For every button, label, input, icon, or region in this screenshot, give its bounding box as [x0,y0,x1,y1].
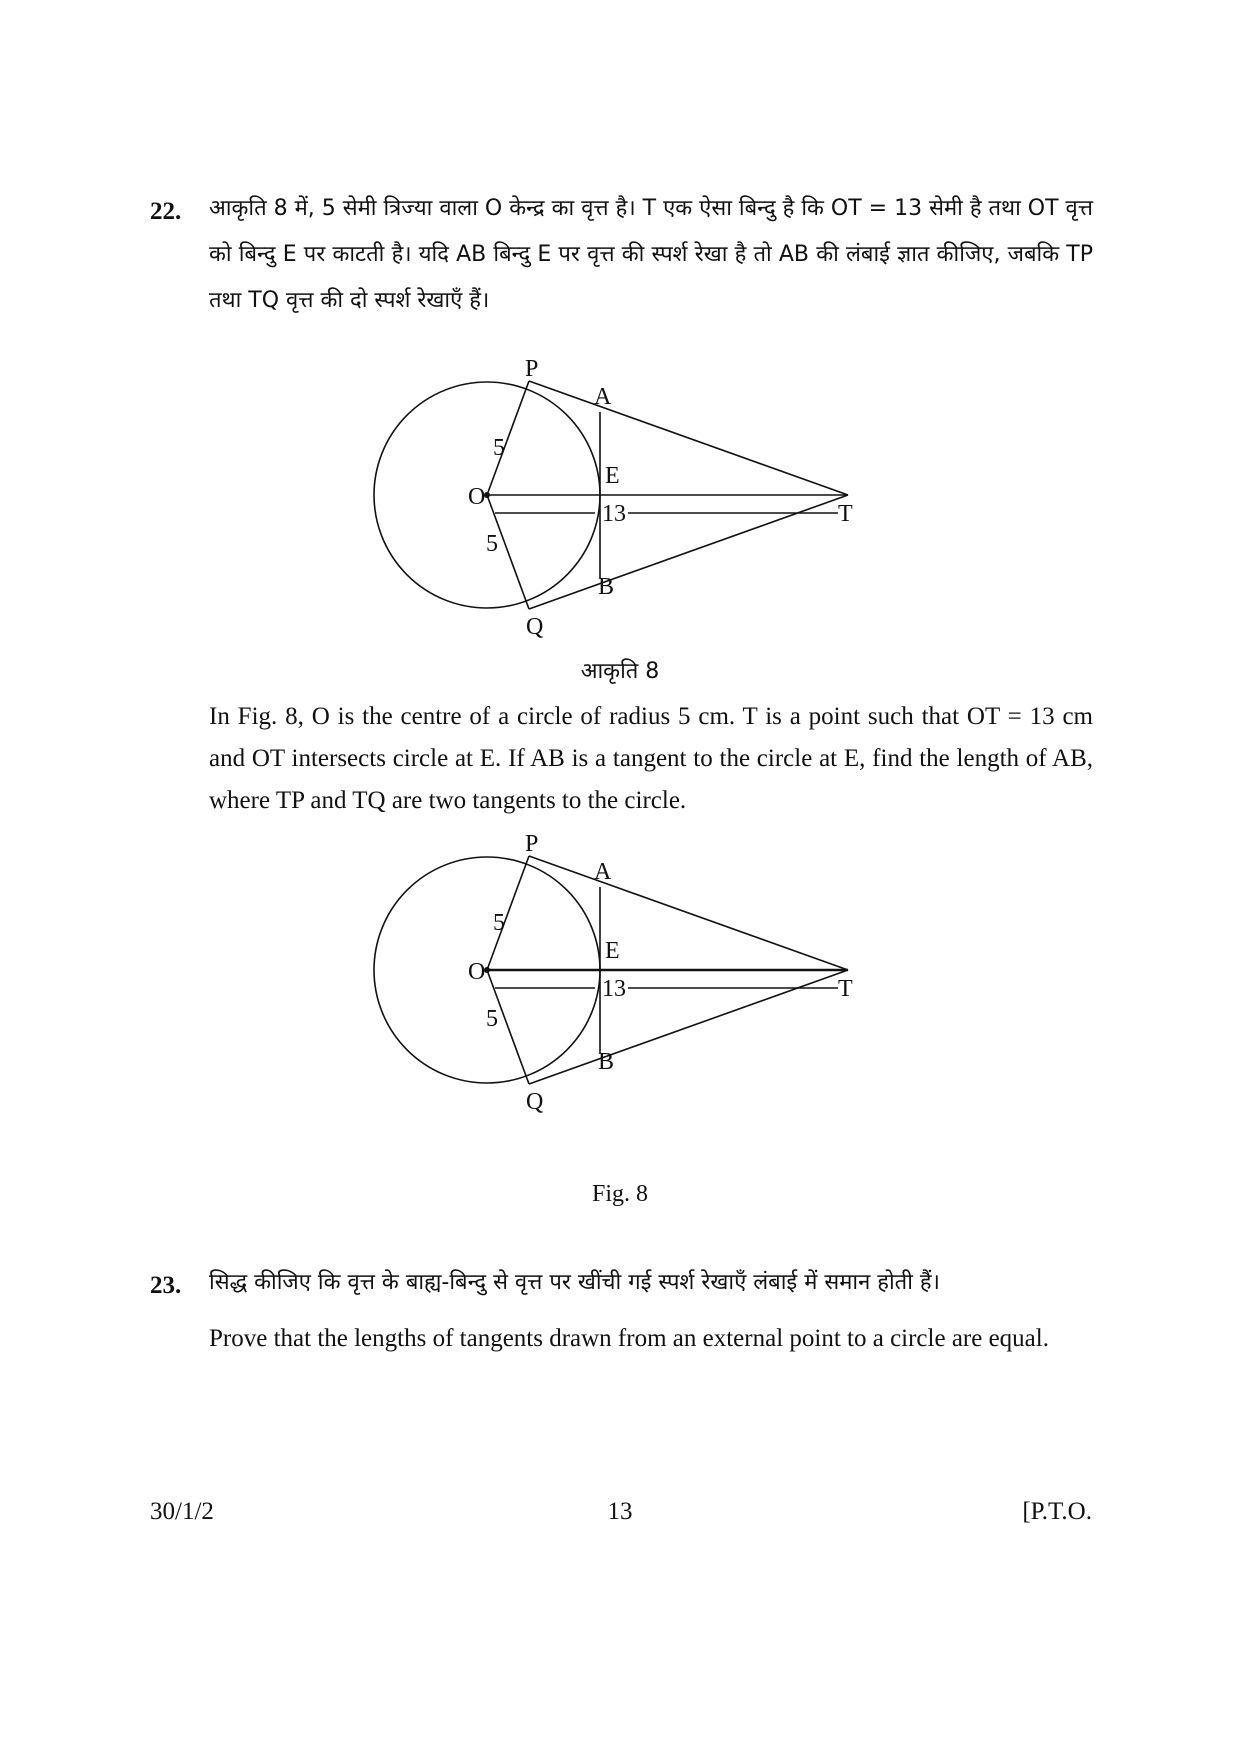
paper-code: 30/1/2 [150,1498,214,1525]
label-distance: 13 [602,501,626,527]
tangent-tp-line [529,381,848,495]
question-number: 23. [150,1272,182,1299]
figure-hindi [370,355,890,650]
label-q: Q [526,1089,544,1115]
label-o: O [468,484,486,510]
question-text-english: In Fig. 8, O is the centre of a circle of radius 5 cm. T is a point such that OT = 13 cm and OT intersects circle at E. If AB is a tangent to the circle at E, find the length of AB, where TP and TQ are two tangents to the circle. [209,703,1093,814]
label-b: B [598,574,615,600]
label-p: P [525,831,539,857]
label-radius-bottom: 5 [486,531,498,557]
label-t: T [838,501,853,527]
label-e: E [605,938,620,964]
label-o: O [468,959,486,985]
label-e: E [605,463,620,489]
label-distance: 13 [602,976,626,1002]
question-text-hindi: आकृति 8 में, 5 सेमी त्रिज्या वाला O केन्द्र का वृत्त है। T एक ऐसा बिन्दु है कि OT = 13 सेमी है तथा OT वृत्त को बिन्दु E पर काटती है। यदि AB बिन्दु E पर वृत्त की स्पर्श रेखा है तो AB की लंबाई ज्ञात कीजिए, जबकि TP तथा TQ वृत्त की दो स्पर्श रेखाएँ हैं। [209,196,1093,313]
label-radius-top: 5 [493,910,505,936]
page-number: 13 [607,1498,633,1525]
label-a: A [594,859,612,885]
question-text-hindi: सिद्ध कीजिए कि वृत्त के बाह्य-बिन्दु से वृत्त पर खींची गई स्पर्श रेखाएँ लंबाई में समान होती हैं। [209,1270,940,1295]
question-text-english: Prove that the lengths of tangents drawn from an external point to a circle are equal. [209,1325,1049,1352]
circle-tangent-diagram [370,830,890,1120]
tangent-tq-line [529,495,848,609]
label-t: T [838,976,853,1002]
tangent-tp-line [529,856,848,970]
circle-tangent-diagram [370,355,890,645]
label-radius-top: 5 [493,435,505,461]
question-number: 22. [150,198,182,225]
tangent-tq-line [529,970,848,1084]
label-q: Q [526,614,544,640]
figure-caption-english: Fig. 8 [591,1181,648,1207]
label-b: B [598,1049,615,1075]
please-turn-over: [P.T.O. [1022,1498,1092,1525]
figure-english [370,830,890,1125]
label-p: P [525,356,539,382]
label-radius-bottom: 5 [486,1006,498,1032]
label-a: A [594,384,612,410]
figure-caption-hindi: आकृति 8 [580,659,660,684]
